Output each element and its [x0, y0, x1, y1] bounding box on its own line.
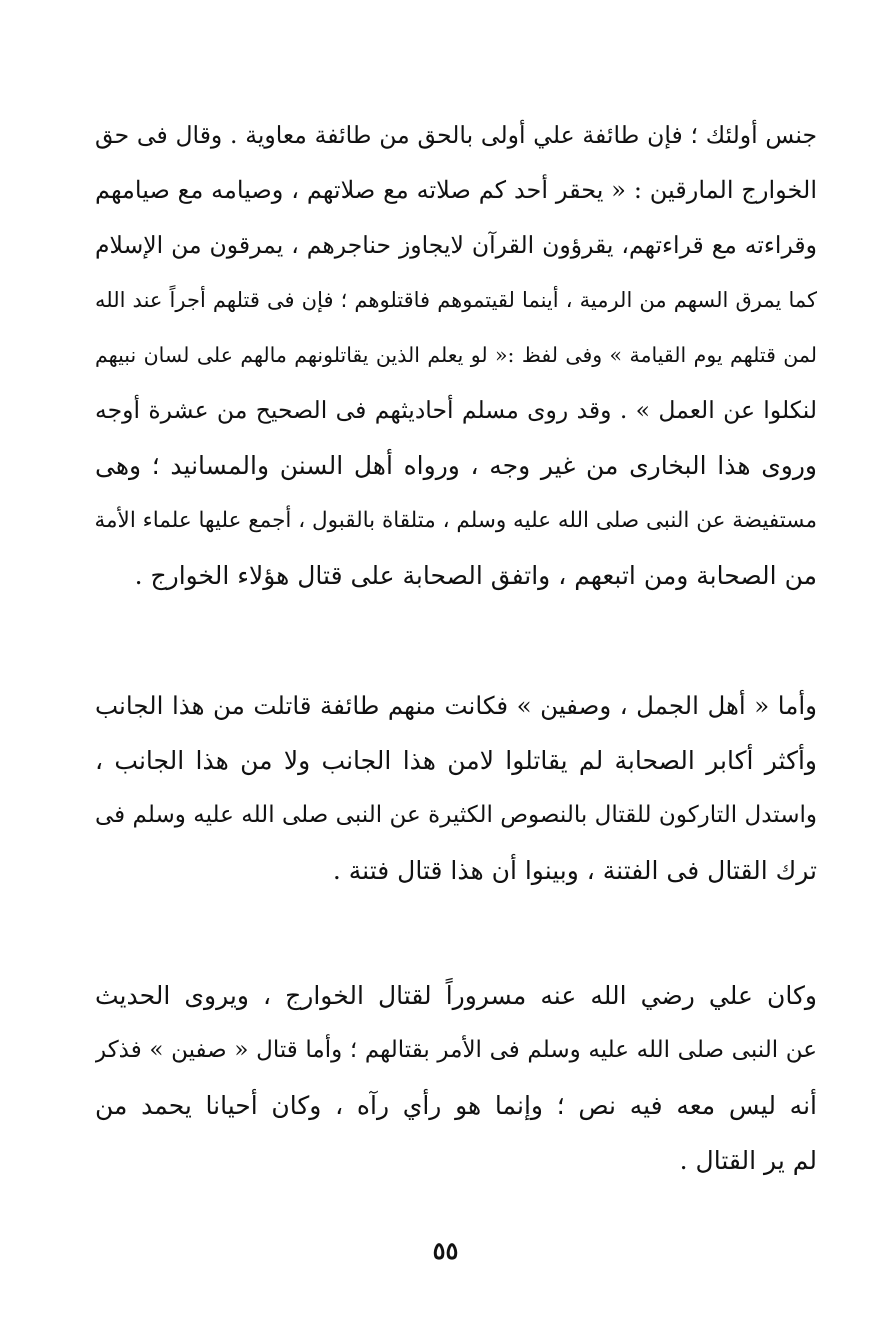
paragraph-1 [95, 108, 817, 603]
page-number: ٥٥ [432, 1236, 459, 1265]
text-line: الخوارج المارقين : « يحقر أحد كم صلاته مع صلاتهم ، وصيامه مع صيامهم [95, 176, 817, 204]
text-line: كما يمرق السهم من الرمية ، أينما لقيتموهم فاقتلوهم ؛ فإن فى قتلهم أجراً عند الله [95, 288, 817, 312]
text-line: وروى هذا البخارى من غير وجه ، ورواه أهل السنن والمسانيد ؛ وهى [95, 451, 817, 480]
text-line: مستفيضة عن النبى صلى الله عليه وسلم ، متلقاة بالقبول ، أجمع عليها علماء الأمة [95, 508, 817, 533]
text-line: وأما « أهل الجمل ، وصفين » فكانت منهم طائفة قاتلت من هذا الجانب [95, 691, 817, 720]
text-line: لنكلوا عن العمل » . وقد روى مسلم أحاديثهم فى الصحيح من عشرة أوجه [95, 396, 817, 424]
text-line: أنه ليس معه فيه نص ؛ وإنما هو رأي رآه ، وكان أحيانا يحمد من [95, 1091, 817, 1120]
text-line: وقراءته مع قراءتهم، يقرؤون القرآن لايجاوز حناجرهم ، يمرقون من الإسلام [95, 231, 817, 259]
text-line: ترك القتال فى الفتنة ، وبينوا أن هذا قتال فتنة . [332, 856, 817, 885]
text-line: عن النبى صلى الله عليه وسلم فى الأمر بقتالهم ؛ وأما قتال « صفين » فذكر [95, 1037, 817, 1063]
paragraph-3 [95, 968, 817, 1188]
text-line: واستدل التاركون للقتال بالنصوص الكثيرة عن النبى صلى الله عليه وسلم فى [95, 802, 817, 828]
text-line: وأكثر أكابر الصحابة لم يقاتلوا لامن هذا الجانب ولا من هذا الجانب ، [95, 746, 817, 775]
text-line: جنس أولئك ؛ فإن طائفة علي أولى بالحق من طائفة معاوية . وقال فى حق [95, 121, 817, 149]
text-line: وكان علي رضي الله عنه مسروراً لقتال الخوارج ، ويروى الحديث [95, 981, 817, 1010]
text-line: لم ير القتال . [679, 1146, 817, 1175]
paragraph-2 [95, 678, 817, 898]
text-line: من الصحابة ومن اتبعهم ، واتفق الصحابة على قتال هؤلاء الخوارج . [134, 561, 817, 590]
text-line: لمن قتلهم يوم القيامة » وفى لفظ :« لو يعلم الذين يقاتلونهم مالهم على لسان نبيهم [95, 343, 817, 367]
